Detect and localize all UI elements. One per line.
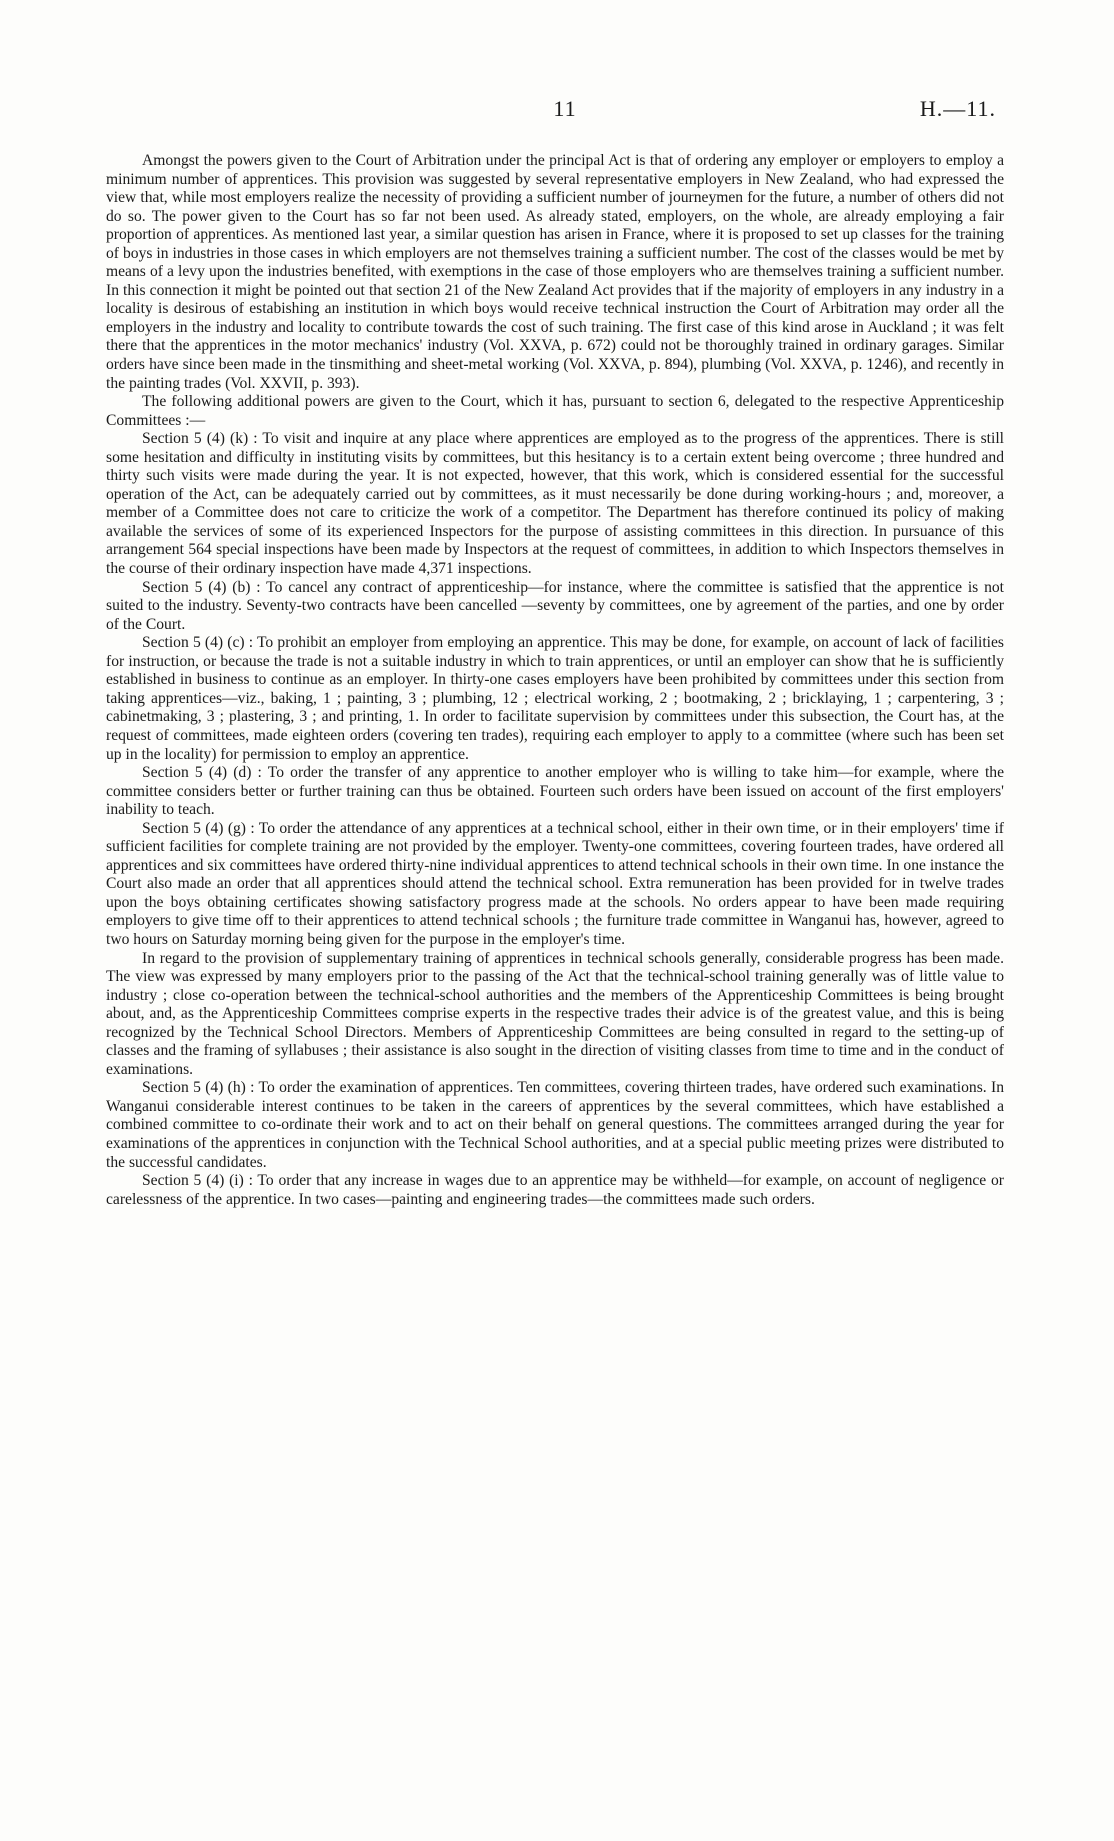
paragraph-section-5-4-b: Section 5 (4) (b) : To cancel any contract of apprenticeship—for instance, where the committee is satisfied that the apprentice is not suited to the industry. Seventy-two contracts have been cancelled —seventy by committees, one by agreement of the parties, and one by order of the Court. — [106, 578, 1004, 633]
document-reference: H.—11. — [919, 96, 996, 121]
paragraph-section-5-4-d: Section 5 (4) (d) : To order the transfer of any apprentice to another employer who is willing to take him—for example, where the committee considers better or further training can thus be obtained. Fourteen such orders have been issued on account of the first employers' inability to teach. — [106, 764, 1004, 819]
paragraph-section-5-4-h: Section 5 (4) (h) : To order the examination of apprentices. Ten committees, covering thirteen trades, have ordered such examinations. In Wanganui considerable interest continues to be taken in the careers of apprentices by the several committees, which have established a combined committee to co-ordinate their work and to act on their behalf on general questions. The committees arranged during the year for examinations of the apprentices in conjunction with the Technical School authorities, and at a special public meeting prizes were distributed to the successful candidates. — [106, 1079, 1004, 1171]
paragraph-apprentice-minimum: Amongst the powers given to the Court of Arbitration under the principal Act is that of ordering any employer or employers to employ a minimum number of apprentices. This provision was suggested by several representative employers in New Zealand, who had expressed the view that, while most employers realize the necessity of providing a sufficient number of journeymen for the future, a number of others did not do so. The power given to the Court has so far not been used. As already stated, employers, on the whole, are already employing a fair proportion of apprentices. As mentioned last year, a similar question has arisen in France, where it is proposed to set up classes for the training of boys in industries in those cases in which employers are not themselves training a sufficient number. The cost of the classes would be met by means of a levy upon the industries benefited, with exemptions in the case of those employers who are themselves training a sufficient number. In this connection it might be pointed out that section 21 of the New Zealand Act provides that if the majority of employers in any industry in a locality is desirous of estabishing an institution in which boys would receive technical instruction the Court of Arbitration may order all the employers in the industry and locality to contribute towards the cost of such training. The first case of this kind arose in Auckland ; it was felt there that the apprentices in the motor mechanics' industry (Vol. XXVA, p. 672) could not be thoroughly trained in ordinary garages. Similar orders have since been made in the tinsmithing and sheet-metal working (Vol. XXVA, p. 894), plumbing (Vol. XXVA, p. 1246), and recently in the painting trades (Vol. XXVII, p. 393). — [106, 152, 1004, 392]
page-number: 11 — [553, 96, 577, 121]
paragraph-section-5-4-g: Section 5 (4) (g) : To order the attendance of any apprentices at a technical school, either in their own time, or in their employers' time if sufficient facilities for complete training are not provided by the employer. Twenty-one committees, covering fourteen trades, have ordered all apprentices and six committees have ordered thirty-nine individual apprentices to attend technical schools in their own time. In one instance the Court also made an order that all apprentices should attend the technical school. Extra remuneration has been provided for in twelve trades upon the boys obtaining certificates showing satisfactory progress made at the schools. No orders appear to have been made requiring employers to give time off to their apprentices to attend technical schools ; the furniture trade committee in Wanganui has, however, agreed to two hours on Saturday morning being given for the purpose in the employer's time. — [106, 819, 1004, 948]
body-text — [106, 152, 1004, 1209]
paragraph-section-5-4-i: Section 5 (4) (i) : To order that any increase in wages due to an apprentice may be withheld—for example, on account of negligence or carelessness of the apprentice. In two cases—painting and engineering trades—the committees made such orders. — [106, 1172, 1004, 1208]
paragraph-section-5-4-c: Section 5 (4) (c) : To prohibit an employer from employing an apprentice. This may be done, for example, on account of lack of facilities for instruction, or because the trade is not a suitable industry in which to train apprentices, or until an employer can show that he is sufficiently established in business to continue as an employer. In thirty-one cases employers have been prohibited by committees under this section from taking apprentices—viz., baking, 1 ; painting, 3 ; plumbing, 12 ; electrical working, 2 ; bootmaking, 2 ; bricklaying, 1 ; carpentering, 3 ; cabinetmaking, 3 ; plastering, 3 ; and printing, 1. In order to facilitate supervision by committees under this subsection, the Court has, at the request of committees, made eighteen orders (covering ten trades), requiring each employer to apply to a committee (where such has been set up in the locality) for permission to employ an apprentice. — [106, 634, 1004, 763]
paragraph-technical-schools: In regard to the provision of supplementary training of apprentices in technical schools generally, considerable progress has been made. The view was expressed by many employers prior to the passing of the Act that the technical-school training generally was of little value to industry ; close co-operation between the technical-school authorities and the members of the Apprenticeship Committees is being brought about, and, as the Apprenticeship Committees comprise experts in the respective trades their advice is of the greatest value, and this is being recognized by the Technical School Directors. Members of Apprenticeship Committees are being consulted in regard to the setting-up of classes and the framing of syllabuses ; their assistance is also sought in the direction of visiting classes from time to time and in the conduct of examinations. — [106, 949, 1004, 1078]
paragraph-additional-powers: The following additional powers are given to the Court, which it has, pursuant to section 6, delegated to the respective Apprenticeship Committees :— — [106, 393, 1004, 429]
paragraph-section-5-4-k: Section 5 (4) (k) : To visit and inquire at any place where apprentices are employed as to the progress of the apprentices. There is still some hesitation and difficulty in instituting visits by committees, but this hesitancy is to a certain extent being overcome ; three hundred and thirty such visits were made during the year. It is not expected, however, that this work, which is considered essential for the successful operation of the Act, can be adequately carried out by committees, as it must necessarily be done during working-hours ; and, moreover, a member of a Committee does not care to criticize the work of a competitor. The Department has therefore continued its policy of making available the services of some of its experienced Inspectors for the purpose of assisting committees in this direction. In pursuance of this arrangement 564 special inspections have been made by Inspectors at the request of committees, in addition to which Inspectors themselves in the course of their ordinary inspection have made 4,371 inspections. — [106, 430, 1004, 578]
